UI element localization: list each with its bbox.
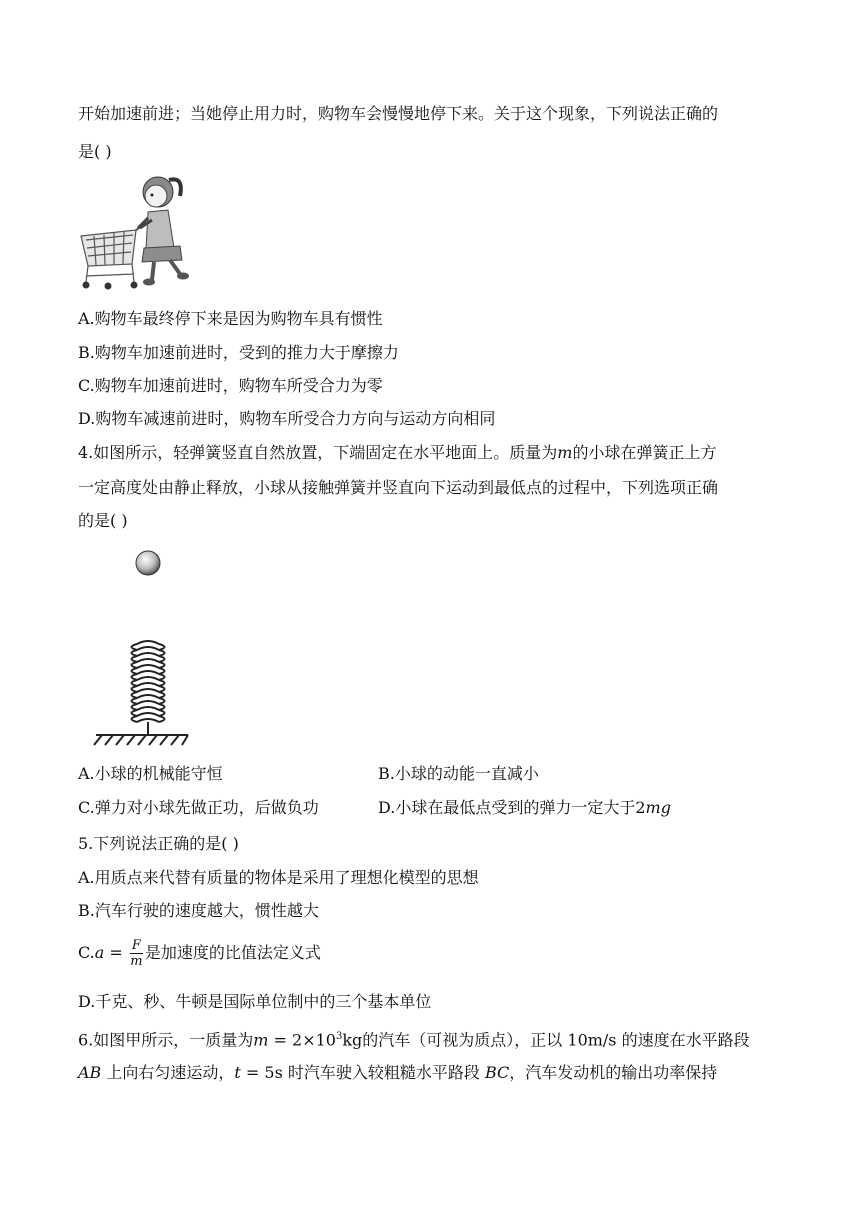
q5-accel-symbol: a bbox=[94, 943, 105, 962]
q6-mass-symbol: m bbox=[253, 1030, 269, 1050]
q4-stem-line3: 的是( ) bbox=[78, 511, 128, 530]
ground bbox=[94, 735, 188, 745]
q6-stem-line1 bbox=[78, 1026, 750, 1051]
q3-option-a: A.购物车最终停下来是因为购物车具有惯性 bbox=[78, 309, 383, 328]
q3-stem-line2: 是( ) bbox=[78, 142, 112, 161]
q4-option-c: C.弹力对小球先做正功，后做负功 bbox=[78, 798, 319, 817]
q6-mass-value: = 2×10 bbox=[268, 1030, 336, 1050]
ball-and-spring-diagram bbox=[88, 545, 194, 751]
q6-text-e: ，汽车发动机的输出功率保持 bbox=[509, 1063, 718, 1082]
q6-text-d: 时汽车驶入较粗糙水平路段 bbox=[282, 1063, 485, 1082]
q5-equals: = bbox=[104, 943, 128, 962]
girl-shopping-cart-illustration bbox=[76, 168, 206, 298]
q4-option-b: B.小球的动能一直减小 bbox=[378, 764, 539, 783]
q5-option-c-text: 是加速度的比值法定义式 bbox=[144, 943, 321, 962]
q4-stem-text-a: 4.如图所示，轻弹簧竖直自然放置，下端固定在水平地面上。质量为 bbox=[78, 443, 558, 462]
q5-stem: 5.下列说法正确的是( ) bbox=[78, 834, 239, 853]
q5-option-c bbox=[78, 936, 321, 970]
q6-stem-line2 bbox=[78, 1062, 717, 1084]
q5-option-b: B.汽车行驶的速度越大，惯性越大 bbox=[78, 901, 319, 920]
q5-fraction-denominator: m bbox=[130, 954, 143, 969]
q4-mass-symbol: m bbox=[557, 443, 573, 462]
ball bbox=[136, 551, 160, 575]
q4-option-a: A.小球的机械能守恒 bbox=[78, 764, 223, 783]
q3-option-d: D.购物车减速前进时，购物车所受合力方向与运动方向相同 bbox=[78, 409, 496, 428]
q4-option-d-number: 2 bbox=[635, 798, 646, 817]
spring bbox=[132, 641, 165, 735]
q4-stem-line1 bbox=[78, 442, 716, 464]
q4-option-d bbox=[378, 797, 671, 819]
q4-stem-text-b: 的小球在弹簧正上方 bbox=[572, 443, 717, 462]
q5-option-c-label: C. bbox=[78, 943, 95, 962]
q6-segment-bc: BC bbox=[485, 1063, 510, 1082]
q5-fraction-numerator: F bbox=[131, 938, 141, 953]
q5-option-a: A.用质点来代替有质量的物体是采用了理想化模型的思想 bbox=[78, 868, 479, 887]
q6-text-c: 上向右匀速运动， bbox=[101, 1063, 235, 1082]
q6-text-a: 6.如图甲所示，一质量为 bbox=[78, 1030, 254, 1050]
q3-option-c: C.购物车加速前进时，购物车所受合力为零 bbox=[78, 376, 383, 395]
q3-stem-line1: 开始加速前进；当她停止用力时，购物车会慢慢地停下来。关于这个现象，下列说法正确的 bbox=[78, 104, 719, 123]
q4-stem-line2: 一定高度处由静止释放，小球从接触弹簧并竖直向下运动到最低点的过程中，下列选项正确 bbox=[78, 478, 719, 497]
q6-time-value: = 5s bbox=[240, 1063, 283, 1082]
q6-mass-exponent: 3 bbox=[335, 1031, 343, 1042]
q6-text-b: 的汽车（可视为质点），正以 10m/s 的速度在水平路段 bbox=[362, 1030, 750, 1050]
q5-fraction bbox=[130, 938, 143, 969]
q6-segment-ab: AB bbox=[78, 1063, 102, 1082]
q4-option-d-text: D.小球在最低点受到的弹力一定大于 bbox=[378, 798, 636, 817]
q5-option-d: D.千克、秒、牛顿是国际单位制中的三个基本单位 bbox=[78, 992, 432, 1011]
q3-option-b: B.购物车加速前进时，受到的推力大于摩擦力 bbox=[78, 343, 399, 362]
q4-option-d-symbol: mg bbox=[645, 798, 671, 817]
q6-mass-unit: kg bbox=[342, 1030, 363, 1050]
q6-time-symbol: t bbox=[234, 1063, 241, 1082]
